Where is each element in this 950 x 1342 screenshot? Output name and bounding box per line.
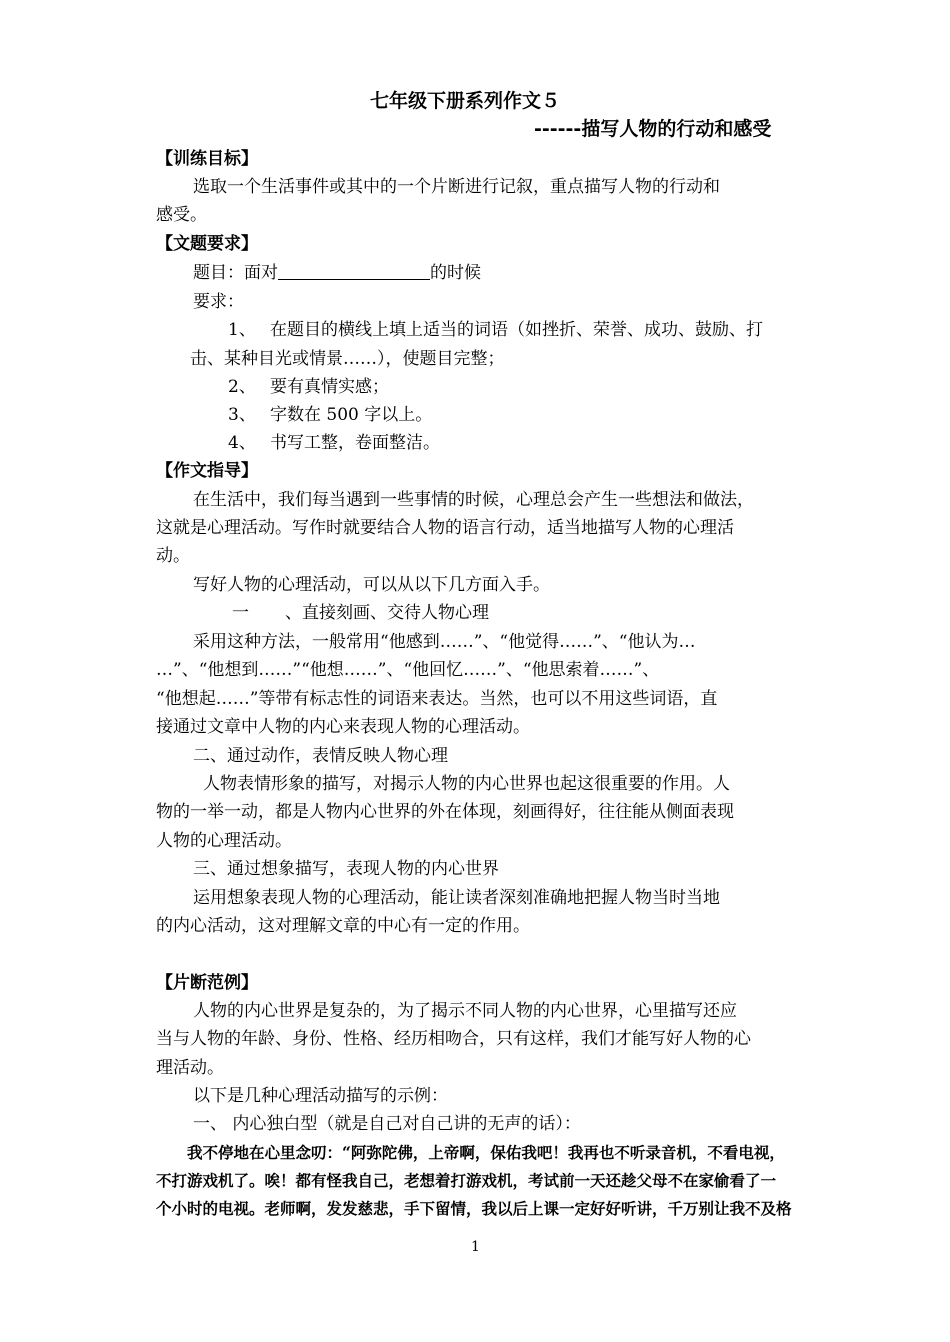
- point3-body-line: 运用想象表现人物的心理活动，能让读者深刻准确地把握人物当时当地: [193, 888, 720, 908]
- requirement-number: 1、: [228, 320, 256, 340]
- point1-body-line: 采用这种方法，一般常用“他感到……”、“他觉得……”、“他认为…: [193, 632, 696, 652]
- section-heading-requirements: 【文题要求】: [156, 234, 258, 254]
- section-heading-examples: 【片断范例】: [156, 973, 258, 993]
- requirement-text: 在题目的横线上填上适当的词语（如挫折、荣誉、成功、鼓励、打: [270, 320, 763, 340]
- examples-para-line: 当与人物的年龄、身份、性格、经历相吻合，只有这样，我们才能写好人物的心: [156, 1029, 751, 1049]
- topic-suffix: 的时候: [430, 263, 481, 283]
- document-subtitle: ------描写人物的行动和感受: [534, 118, 772, 140]
- point1-title: 、直接刻画、交待人物心理: [285, 603, 489, 623]
- requirement-number: 4、: [228, 433, 256, 453]
- section-heading-guide: 【作文指导】: [156, 461, 258, 481]
- point3-body-line: 的内心活动，这对理解文章的中心有一定的作用。: [156, 916, 530, 936]
- point2-body-line: 人物表情形象的描写，对揭示人物的内心世界也起这很重要的作用。人: [203, 774, 730, 794]
- guide-para-line: 在生活中，我们每当遇到一些事情的时候，心理总会产生一些想法和做法，: [193, 490, 754, 510]
- examples-para-line: 人物的内心世界是复杂的，为了揭示不同人物的内心世界，心里描写还应: [193, 1001, 737, 1021]
- requirement-text: 字数在 500 字以上。: [270, 405, 433, 425]
- goal-text-line: 选取一个生活事件或其中的一个片断进行记叙，重点描写人物的行动和: [193, 177, 720, 197]
- point1-body-line: “他想起……”等带有标志性的词语来表达。当然，也可以不用这些词语，直: [156, 689, 718, 709]
- example-type-title: 一、 内心独白型（就是自己对自己讲的无声的话）：: [193, 1114, 581, 1134]
- guide-para-line: 这就是心理活动。写作时就要结合人物的语言行动，适当地描写人物的心理活: [156, 518, 734, 538]
- section-heading-goal: 【训练目标】: [156, 149, 258, 169]
- example-bold-line: 不打游戏机了。唉！都有怪我自己，老想着打游戏机，考试前一天还趁父母不在家偷看了一: [156, 1171, 777, 1190]
- point1-number: 一: [232, 603, 249, 623]
- requirement-text: 击、某种目光或情景……），使题目完整；: [190, 349, 505, 369]
- examples-para-line: 以下是几种心理活动描写的示例：: [193, 1086, 448, 1106]
- point2-body-line: 人物的心理活动。: [156, 831, 292, 851]
- example-bold-line: 个小时的电视。老师啊，发发慈悲，手下留情，我以后上课一定好好听讲，千万别让我不及格: [156, 1199, 792, 1218]
- requirements-label: 要求：: [193, 292, 244, 312]
- point3-title: 三、通过想象描写，表现人物的内心世界: [193, 859, 499, 879]
- goal-text-line: 感受。: [156, 205, 207, 225]
- page-number: 1: [471, 1239, 480, 1255]
- requirement-number: 2、: [228, 377, 256, 397]
- topic-blank: [278, 261, 430, 280]
- requirement-text: 书写工整，卷面整洁。: [270, 433, 440, 453]
- requirement-text: 要有真情实感；: [270, 377, 389, 397]
- document-title: 七年级下册系列作文５: [370, 90, 561, 112]
- guide-para-line: 写好人物的心理活动，可以从以下几方面入手。: [193, 575, 550, 595]
- guide-para-line: 动。: [156, 546, 190, 566]
- example-bold-line: 我不停地在心里念叨：“阿弥陀佛，上帝啊，保佑我吧！我再也不听录音机，不看电视，: [187, 1143, 785, 1162]
- point1-body-line: 接通过文章中人物的内心来表现人物的心理活动。: [156, 717, 530, 737]
- topic-prefix: 题目：面对: [193, 263, 278, 283]
- topic-line: [193, 261, 481, 285]
- requirement-number: 3、: [228, 405, 256, 425]
- point2-body-line: 物的一举一动，都是人物内心世界的外在体现，刻画得好，往往能从侧面表现: [156, 802, 734, 822]
- point2-title: 二、通过动作，表情反映人物心理: [193, 746, 448, 766]
- point1-body-line: …”、“他想到……”“他想……”、“他回忆……”、“他思索着……”、: [156, 660, 660, 680]
- examples-para-line: 理活动。: [156, 1058, 224, 1078]
